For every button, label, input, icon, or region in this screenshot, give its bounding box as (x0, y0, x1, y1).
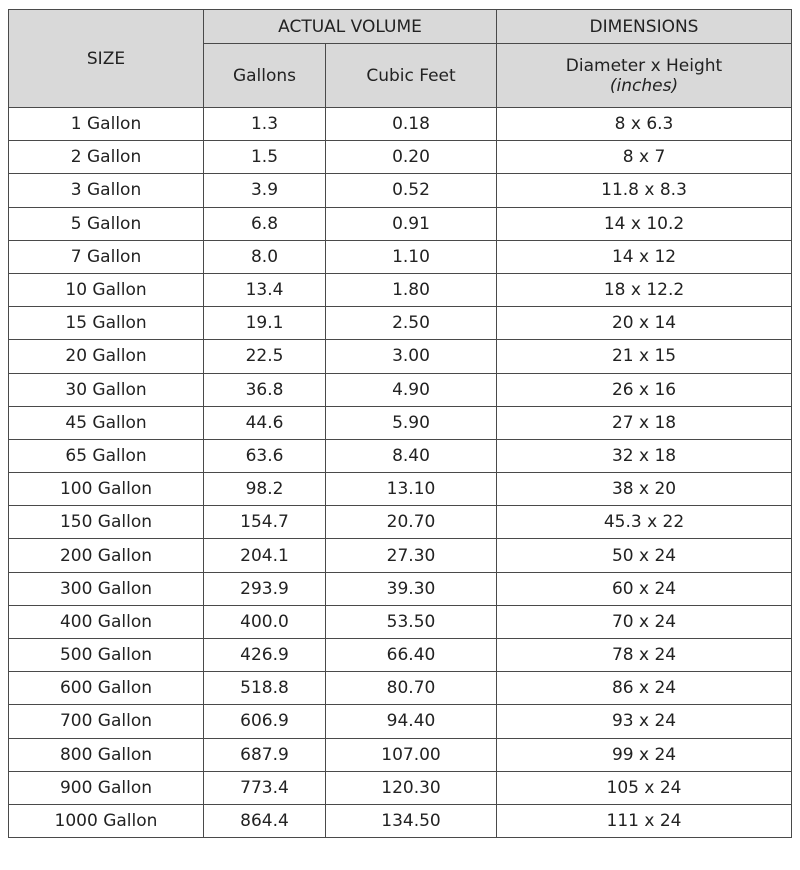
size-cell: 15 Gallon (9, 307, 204, 340)
dimensions-cell: 18 x 12.2 (497, 273, 792, 306)
gallons-cell: 22.5 (204, 340, 326, 373)
gallons-column-header: Gallons (204, 44, 326, 108)
cubic-feet-cell: 4.90 (326, 373, 497, 406)
table-row (9, 439, 792, 472)
table-row (9, 639, 792, 672)
gallons-cell: 1.5 (204, 141, 326, 174)
gallons-cell: 19.1 (204, 307, 326, 340)
dimensions-cell: 99 x 24 (497, 738, 792, 771)
table-row (9, 207, 792, 240)
dimensions-cell: 27 x 18 (497, 406, 792, 439)
table-row (9, 406, 792, 439)
size-cell: 10 Gallon (9, 273, 204, 306)
dimensions-cell: 32 x 18 (497, 439, 792, 472)
table-row (9, 605, 792, 638)
dimensions-cell: 14 x 12 (497, 240, 792, 273)
size-column-header: SIZE (9, 10, 204, 108)
table-row (9, 240, 792, 273)
cubic-feet-cell: 2.50 (326, 307, 497, 340)
dimensions-cell: 86 x 24 (497, 672, 792, 705)
cubic-feet-cell: 1.10 (326, 240, 497, 273)
table-row (9, 771, 792, 804)
dimensions-cell: 21 x 15 (497, 340, 792, 373)
size-cell: 200 Gallon (9, 539, 204, 572)
table-row (9, 572, 792, 605)
dimensions-cell: 20 x 14 (497, 307, 792, 340)
dimensions-cell: 8 x 6.3 (497, 108, 792, 141)
size-cell: 800 Gallon (9, 738, 204, 771)
table-body (9, 108, 792, 838)
gallons-cell: 44.6 (204, 406, 326, 439)
cubic-feet-cell: 94.40 (326, 705, 497, 738)
dimensions-cell: 45.3 x 22 (497, 506, 792, 539)
table-row (9, 307, 792, 340)
gallons-cell: 98.2 (204, 473, 326, 506)
cubic-feet-cell: 13.10 (326, 473, 497, 506)
size-cell: 2 Gallon (9, 141, 204, 174)
table-row (9, 672, 792, 705)
dimensions-cell: 78 x 24 (497, 639, 792, 672)
table-row (9, 108, 792, 141)
dimensions-cell: 50 x 24 (497, 539, 792, 572)
table-row (9, 473, 792, 506)
dimensions-cell: 93 x 24 (497, 705, 792, 738)
table-header (9, 10, 792, 108)
diameter-height-column-header (497, 44, 792, 108)
cubic-feet-cell: 20.70 (326, 506, 497, 539)
inches-unit-label: (inches) (609, 75, 679, 96)
gallons-cell: 36.8 (204, 373, 326, 406)
gallons-cell: 204.1 (204, 539, 326, 572)
gallons-cell: 8.0 (204, 240, 326, 273)
size-cell: 1 Gallon (9, 108, 204, 141)
size-cell: 45 Gallon (9, 406, 204, 439)
size-cell: 400 Gallon (9, 605, 204, 638)
size-cell: 900 Gallon (9, 771, 204, 804)
size-cell: 100 Gallon (9, 473, 204, 506)
size-cell: 700 Gallon (9, 705, 204, 738)
dimensions-cell: 60 x 24 (497, 572, 792, 605)
gallons-cell: 1.3 (204, 108, 326, 141)
dimensions-header: DIMENSIONS (497, 10, 792, 44)
dimensions-cell: 11.8 x 8.3 (497, 174, 792, 207)
gallons-cell: 6.8 (204, 207, 326, 240)
diameter-height-label: Diameter x Height (565, 55, 723, 76)
cubic-feet-cell: 107.00 (326, 738, 497, 771)
size-cell: 20 Gallon (9, 340, 204, 373)
actual-volume-header: ACTUAL VOLUME (204, 10, 497, 44)
size-cell: 500 Gallon (9, 639, 204, 672)
size-cell: 600 Gallon (9, 672, 204, 705)
dimensions-cell: 38 x 20 (497, 473, 792, 506)
table-row (9, 539, 792, 572)
dimensions-cell: 105 x 24 (497, 771, 792, 804)
size-cell: 5 Gallon (9, 207, 204, 240)
gallons-cell: 606.9 (204, 705, 326, 738)
dimensions-cell: 26 x 16 (497, 373, 792, 406)
gallons-cell: 864.4 (204, 804, 326, 837)
gallons-cell: 293.9 (204, 572, 326, 605)
table-row (9, 373, 792, 406)
size-table-container (8, 9, 792, 838)
gallons-cell: 518.8 (204, 672, 326, 705)
gallons-cell: 3.9 (204, 174, 326, 207)
cubic-feet-cell: 39.30 (326, 572, 497, 605)
gallons-cell: 400.0 (204, 605, 326, 638)
gallons-cell: 426.9 (204, 639, 326, 672)
cubic-feet-cell: 134.50 (326, 804, 497, 837)
dimensions-cell: 111 x 24 (497, 804, 792, 837)
table-row (9, 804, 792, 837)
gallons-cell: 13.4 (204, 273, 326, 306)
cubic-feet-cell: 0.18 (326, 108, 497, 141)
cubic-feet-column-header: Cubic Feet (326, 44, 497, 108)
table-row (9, 141, 792, 174)
dimensions-cell: 70 x 24 (497, 605, 792, 638)
cubic-feet-cell: 120.30 (326, 771, 497, 804)
cubic-feet-cell: 0.20 (326, 141, 497, 174)
size-volume-table (8, 9, 792, 838)
dimensions-cell: 8 x 7 (497, 141, 792, 174)
cubic-feet-cell: 66.40 (326, 639, 497, 672)
cubic-feet-cell: 3.00 (326, 340, 497, 373)
gallons-cell: 63.6 (204, 439, 326, 472)
cubic-feet-cell: 8.40 (326, 439, 497, 472)
cubic-feet-cell: 0.91 (326, 207, 497, 240)
table-row (9, 506, 792, 539)
cubic-feet-cell: 5.90 (326, 406, 497, 439)
table-row (9, 340, 792, 373)
gallons-cell: 773.4 (204, 771, 326, 804)
size-cell: 300 Gallon (9, 572, 204, 605)
size-cell: 30 Gallon (9, 373, 204, 406)
cubic-feet-cell: 80.70 (326, 672, 497, 705)
dimensions-cell: 14 x 10.2 (497, 207, 792, 240)
size-cell: 7 Gallon (9, 240, 204, 273)
gallons-cell: 154.7 (204, 506, 326, 539)
table-row (9, 174, 792, 207)
table-row (9, 705, 792, 738)
cubic-feet-cell: 53.50 (326, 605, 497, 638)
cubic-feet-cell: 27.30 (326, 539, 497, 572)
size-cell: 150 Gallon (9, 506, 204, 539)
cubic-feet-cell: 1.80 (326, 273, 497, 306)
size-cell: 1000 Gallon (9, 804, 204, 837)
cubic-feet-cell: 0.52 (326, 174, 497, 207)
table-row (9, 273, 792, 306)
size-cell: 3 Gallon (9, 174, 204, 207)
table-row (9, 738, 792, 771)
gallons-cell: 687.9 (204, 738, 326, 771)
size-cell: 65 Gallon (9, 439, 204, 472)
